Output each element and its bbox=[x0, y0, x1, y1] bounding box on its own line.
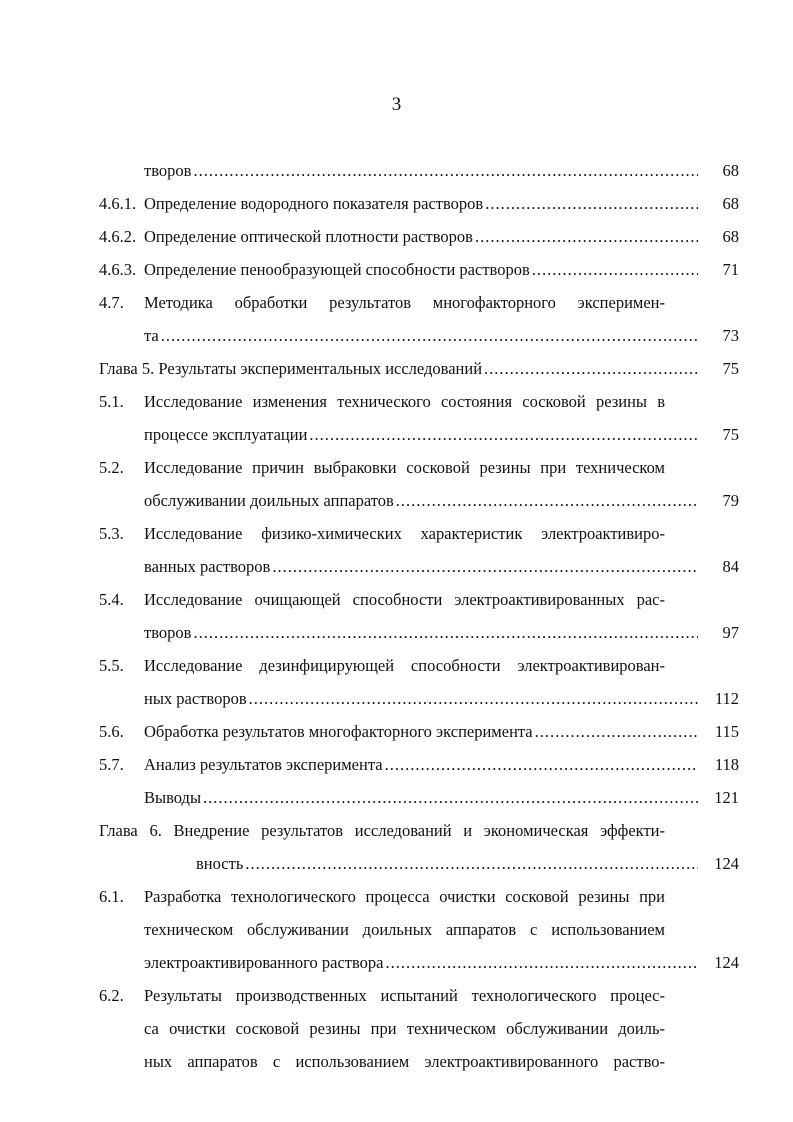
toc-entry-text: Методика обработки результатов многофакторного эксперимен- bbox=[144, 293, 665, 312]
dot-leader bbox=[245, 853, 698, 875]
toc-entry-text: Исследование дезинфицирующей способности электроактивирован- bbox=[144, 656, 665, 675]
toc-entry-text: творов bbox=[144, 623, 192, 642]
toc-entry-text: са очистки сосковой резины при техническом обслуживании доиль- bbox=[144, 1019, 665, 1038]
toc-line bbox=[99, 424, 739, 457]
toc-section-number: 5.3. bbox=[99, 524, 124, 543]
toc-section-number: 5.2. bbox=[99, 458, 124, 477]
dot-leader bbox=[532, 259, 698, 281]
toc-entry-text: ных аппаратов с использованием электроактивированного раство- bbox=[144, 1052, 665, 1071]
toc-entry-text: Определение водородного показателя растворов bbox=[144, 194, 484, 213]
toc-page-number: 75 bbox=[722, 359, 739, 378]
toc-section-number: 5.4. bbox=[99, 590, 124, 609]
toc-page-number: 115 bbox=[714, 722, 739, 741]
toc-line bbox=[99, 556, 739, 589]
toc-line bbox=[99, 490, 739, 523]
dot-leader bbox=[309, 424, 698, 446]
toc-section-number: 5.7. bbox=[99, 755, 124, 774]
toc-section-number: 5.1. bbox=[99, 392, 124, 411]
toc-page-number: 124 bbox=[714, 854, 739, 873]
toc-section-number: 6.1. bbox=[99, 887, 124, 906]
toc-section-number: 4.6.2. bbox=[99, 227, 137, 246]
toc-entry-text: Исследование очищающей способности электроактивированных рас- bbox=[144, 590, 665, 609]
dot-leader bbox=[484, 358, 698, 380]
toc-page-number: 68 bbox=[722, 194, 739, 213]
toc-entry-text: Исследование физико-химических характеристик электроактивиро- bbox=[144, 524, 665, 543]
toc-line bbox=[99, 1051, 739, 1084]
toc-entry-text: Выводы bbox=[144, 788, 202, 807]
toc-section-number: 4.6.3. bbox=[99, 260, 137, 279]
toc-line bbox=[99, 193, 739, 226]
table-of-contents bbox=[99, 160, 739, 1084]
dot-leader bbox=[535, 721, 698, 743]
toc-page-number: 75 bbox=[722, 425, 739, 444]
toc-page-number: 73 bbox=[722, 326, 739, 345]
toc-line bbox=[99, 358, 739, 391]
dot-leader bbox=[203, 787, 698, 809]
toc-line bbox=[99, 259, 739, 292]
toc-entry-text: Анализ результатов эксперимента bbox=[144, 755, 383, 774]
toc-page-number: 112 bbox=[714, 689, 739, 708]
toc-line bbox=[99, 886, 739, 919]
toc-entry-text: Глава 5. Результаты экспериментальных исследований bbox=[99, 359, 483, 378]
toc-section-number: 4.6.1. bbox=[99, 194, 137, 213]
dot-leader bbox=[385, 952, 698, 974]
toc-page-number: 124 bbox=[714, 953, 739, 972]
toc-line bbox=[99, 853, 739, 886]
toc-entry-text: Определение пенообразующей способности растворов bbox=[144, 260, 530, 279]
toc-entry-text: та bbox=[144, 326, 159, 345]
toc-entry-text: электроактивированного раствора bbox=[144, 953, 384, 972]
toc-line bbox=[99, 754, 739, 787]
toc-line bbox=[99, 226, 739, 259]
dot-leader bbox=[385, 754, 698, 776]
toc-line bbox=[99, 391, 739, 424]
toc-page-number: 68 bbox=[722, 161, 739, 180]
toc-entry-text: Результаты производственных испытаний технологического процес- bbox=[144, 986, 665, 1005]
toc-section-number: 6.2. bbox=[99, 986, 124, 1005]
toc-entry-text: вность bbox=[196, 854, 244, 873]
toc-entry-text: обслуживании доильных аппаратов bbox=[144, 491, 394, 510]
toc-entry-text: Разработка технологического процесса очистки сосковой резины при bbox=[144, 887, 665, 906]
toc-line bbox=[99, 688, 739, 721]
toc-entry-text: ванных растворов bbox=[144, 557, 271, 576]
toc-entry-text: Обработка результатов многофакторного эксперимента bbox=[144, 722, 533, 741]
toc-line bbox=[99, 952, 739, 985]
toc-line bbox=[99, 292, 739, 325]
toc-section-number: 5.5. bbox=[99, 656, 124, 675]
toc-entry-text: Исследование изменения технического состояния сосковой резины в bbox=[144, 392, 665, 411]
toc-entry-text: Определение оптической плотности растворов bbox=[144, 227, 473, 246]
toc-page-number: 79 bbox=[722, 491, 739, 510]
toc-line bbox=[99, 1018, 739, 1051]
toc-line bbox=[99, 523, 739, 556]
toc-page-number: 84 bbox=[722, 557, 739, 576]
toc-line bbox=[99, 985, 739, 1018]
toc-line bbox=[99, 589, 739, 622]
toc-line bbox=[99, 622, 739, 655]
dot-leader bbox=[193, 622, 698, 644]
dot-leader bbox=[161, 325, 698, 347]
toc-line bbox=[99, 919, 739, 952]
toc-line bbox=[99, 787, 739, 820]
page-number: 3 bbox=[391, 94, 402, 115]
toc-entry-text: процессе эксплуатации bbox=[144, 425, 308, 444]
toc-entry-text: Глава 6. Внедрение результатов исследований и экономическая эффекти- bbox=[99, 821, 665, 840]
toc-section-number: 4.7. bbox=[99, 293, 124, 312]
toc-line bbox=[99, 655, 739, 688]
toc-line bbox=[99, 721, 739, 754]
toc-page-number: 71 bbox=[722, 260, 739, 279]
dot-leader bbox=[272, 556, 698, 578]
toc-page-number: 118 bbox=[714, 755, 739, 774]
toc-entry-text: ных растворов bbox=[144, 689, 247, 708]
dot-leader bbox=[396, 490, 698, 512]
toc-page-number: 68 bbox=[722, 227, 739, 246]
toc-line bbox=[99, 457, 739, 490]
toc-entry-text: творов bbox=[144, 161, 192, 180]
dot-leader bbox=[485, 193, 698, 215]
dot-leader bbox=[193, 160, 698, 182]
toc-page-number: 97 bbox=[722, 623, 739, 642]
toc-page-number: 121 bbox=[714, 788, 739, 807]
toc-line bbox=[99, 325, 739, 358]
toc-line bbox=[99, 820, 739, 853]
dot-leader bbox=[249, 688, 698, 710]
toc-entry-text: техническом обслуживании доильных аппаратов с использованием bbox=[144, 920, 665, 939]
dot-leader bbox=[475, 226, 698, 248]
toc-line bbox=[99, 160, 739, 193]
toc-entry-text: Исследование причин выбраковки сосковой резины при техническом bbox=[144, 458, 665, 477]
toc-section-number: 5.6. bbox=[99, 722, 124, 741]
